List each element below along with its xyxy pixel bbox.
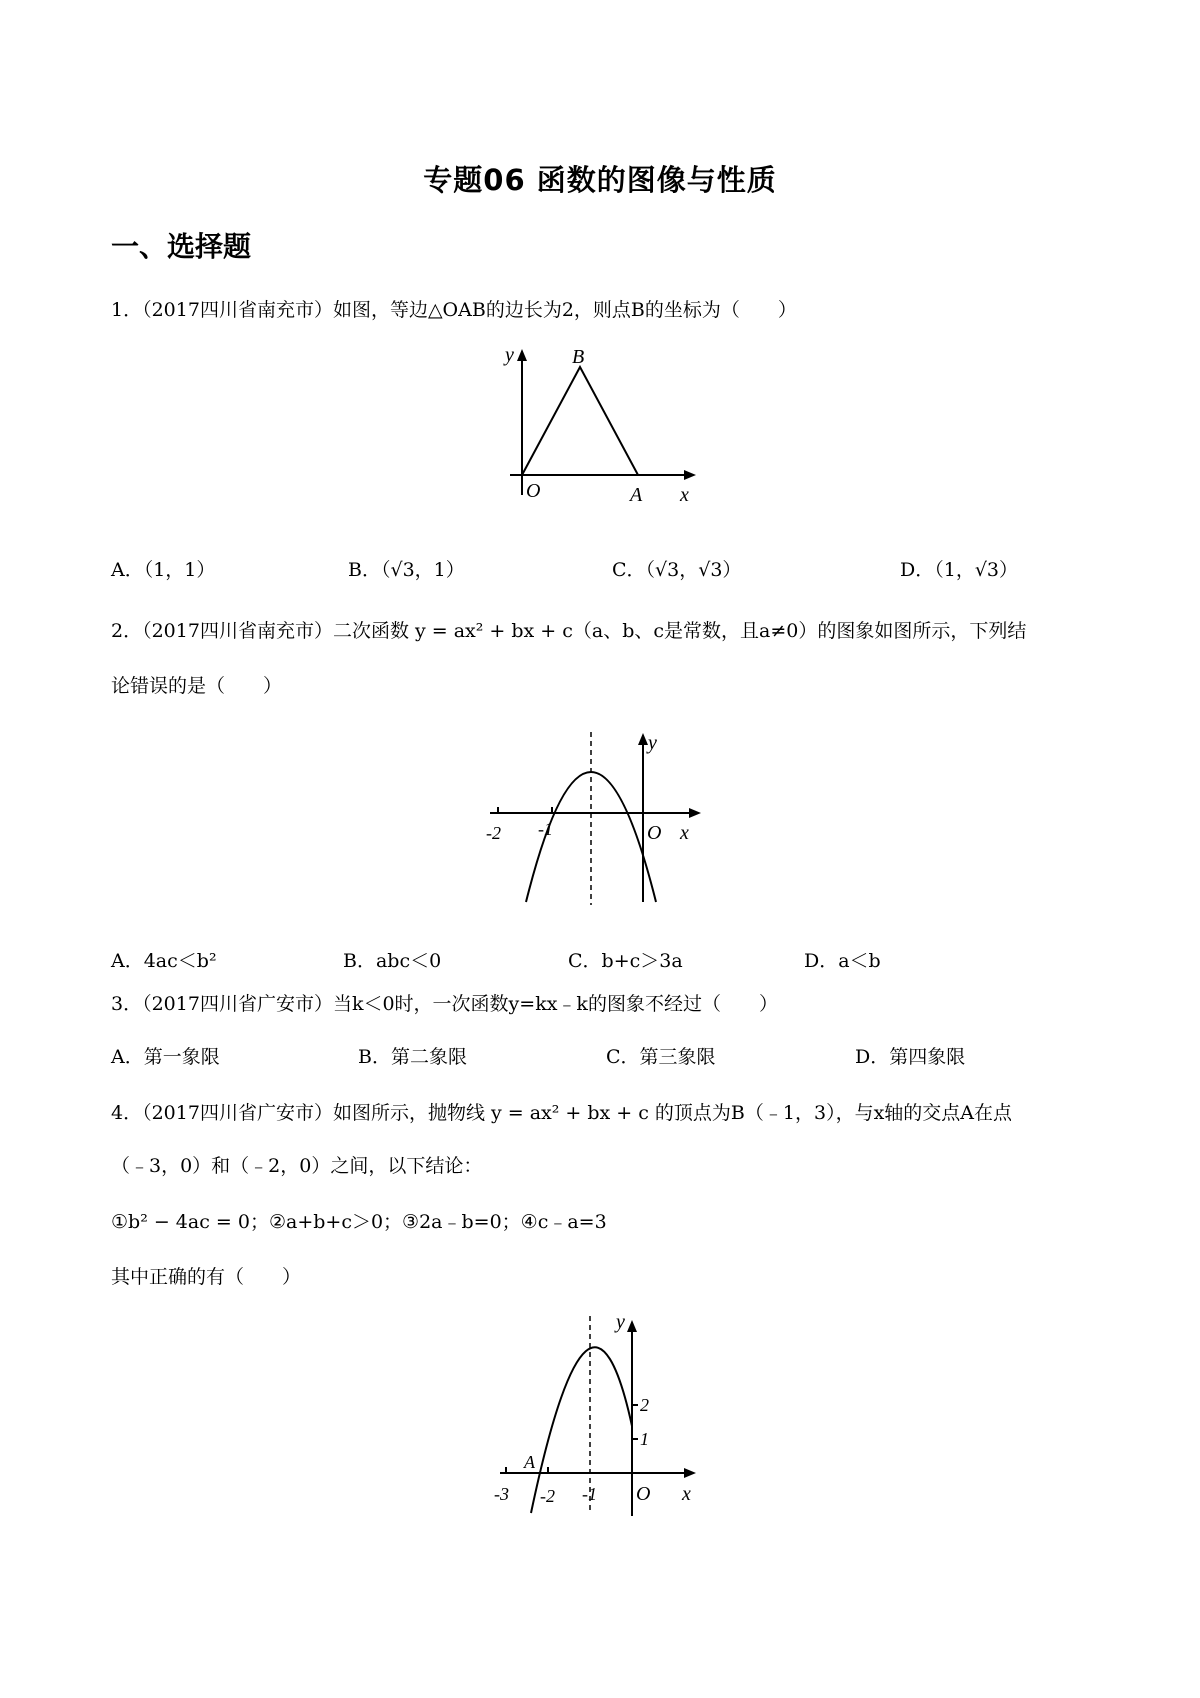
question-2-stem-line2: 论错误的是（ ） xyxy=(111,675,283,697)
q1-option-d[interactable]: D．（1，√3） xyxy=(900,559,1019,581)
q3-option-a[interactable]: A．第一象限 xyxy=(111,1046,220,1068)
origin-label: O xyxy=(636,1483,651,1505)
q3-option-d[interactable]: D．第四象限 xyxy=(855,1046,966,1068)
question-1-stem: 1．（2017四川省南充市）如图，等边△OAB的边长为2，则点B的坐标为（ ） xyxy=(111,299,797,321)
axis-x-label: x xyxy=(680,484,689,506)
section-heading: 一、选择题 xyxy=(111,230,252,263)
q2-option-c[interactable]: C．b+c＞3a xyxy=(568,950,683,972)
q3-option-b[interactable]: B．第二象限 xyxy=(358,1046,467,1068)
question-4-stem-line1: 4．（2017四川省广安市）如图所示，抛物线 y = ax² + bx + c 的顶点为B（﹣1，3），与x轴的交点A在点 xyxy=(111,1102,1013,1124)
question-3-stem: 3．（2017四川省广安市）当k＜0时，一次函数y=kx﹣k的图象不经过（ ） xyxy=(111,993,778,1015)
question-4-stem-line2: （﹣3，0）和（﹣2，0）之间，以下结论： xyxy=(111,1155,483,1177)
q1-option-b[interactable]: B．（√3，1） xyxy=(348,559,465,581)
question-4-figure xyxy=(490,1308,705,1518)
question-4-stem-line3: ①b² − 4ac = 0；②a+b+c＞0；③2a﹣b=0；④c﹣a=3 xyxy=(111,1211,607,1233)
origin-label: O xyxy=(647,822,662,844)
tick-label-2: 2 xyxy=(640,1395,649,1415)
tick-label-1: 1 xyxy=(640,1429,649,1449)
q3-option-c[interactable]: C．第三象限 xyxy=(606,1046,716,1068)
q1-option-a[interactable]: A．（1，1） xyxy=(111,559,216,581)
axis-x-label: x xyxy=(682,1483,691,1505)
question-1-figure xyxy=(500,345,710,515)
axis-x-label: x xyxy=(680,822,689,844)
tick-label-minus-3: -3 xyxy=(494,1484,509,1504)
q2-option-b[interactable]: B．abc＜0 xyxy=(343,950,442,972)
point-a-label: A xyxy=(630,484,643,506)
q2-option-a[interactable]: A．4ac＜b² xyxy=(111,950,217,972)
tick-label-minus-2: -2 xyxy=(540,1486,555,1506)
question-2-stem-line1: 2．（2017四川省南充市）二次函数 y = ax² + bx + c（a、b、c是常数，且a≠0）的图象如图所示，下列结 xyxy=(111,620,1027,642)
origin-label: O xyxy=(526,480,541,502)
question-2-figure xyxy=(480,727,715,907)
q1-option-c[interactable]: C．（√3，√3） xyxy=(612,559,742,581)
q2-option-d[interactable]: D．a＜b xyxy=(804,950,881,972)
tick-label-minus-1: -1 xyxy=(582,1484,597,1504)
question-4-stem-line4: 其中正确的有（ ） xyxy=(111,1266,302,1288)
axis-y-label: y xyxy=(616,1311,625,1333)
axis-y-label: y xyxy=(648,732,657,754)
point-a-label: A xyxy=(524,1452,535,1472)
tick-label-minus-2: -2 xyxy=(486,823,501,843)
point-b-label: B xyxy=(572,346,585,368)
axis-y-label: y xyxy=(505,345,514,366)
tick-label-minus-1: -1 xyxy=(538,819,553,839)
page-title: 专题06 函数的图像与性质 xyxy=(423,163,777,197)
